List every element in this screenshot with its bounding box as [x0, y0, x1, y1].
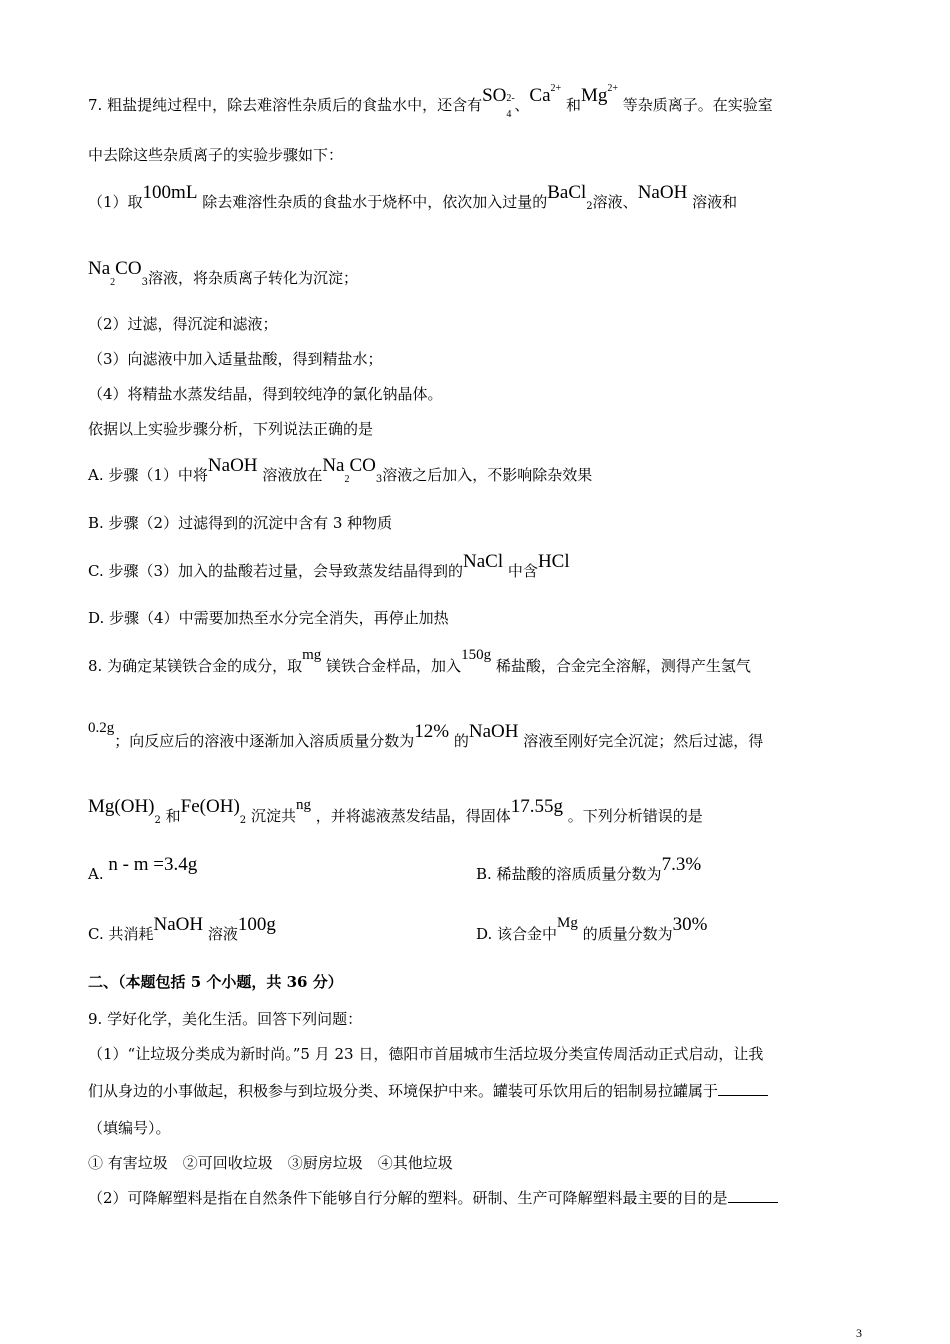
q7-step1-cont: $Na_2CO3$溶液，将杂质离子转化为沉淀； [88, 258, 358, 288]
q8-option-d: D. 该合金中Mg 的质量分数为30% [476, 914, 708, 943]
formula-so4: SO 4 2- [482, 85, 515, 120]
section-title: 二、（本题包括 5 个小题，共 36 分） [88, 973, 343, 991]
q8-option-b: B. 稀盐酸的溶质质量分数为7.3% [476, 854, 702, 883]
page-number: 3 [856, 1326, 862, 1340]
q7-step4: （4）将精盐水蒸发结晶，得到较纯净的氯化钠晶体。 [88, 385, 443, 403]
q8-line2: 0.2g；向反应后的溶液中逐渐加入溶质质量分数为12% 的NaOH 溶液至刚好完全沉淀；然后过滤，得 [88, 720, 764, 750]
q7-line2: 中去除这些杂质离子的实验步骤如下： [88, 146, 344, 164]
formula-na2co3: $Na_2CO$ [88, 258, 142, 288]
q8-line3: Mg(OH)2 和Fe(OH)2 沉淀共ng ，并将滤液蒸发结晶，得固体17.55g 。下列分析错误的是 [88, 796, 703, 826]
q7-step3: （3）向滤液中加入适量盐酸，得到精盐水； [88, 350, 383, 368]
formula-bacl2: BaCl [547, 182, 587, 203]
q9-p2-line1: （2）可降解塑料是指在自然条件下能够自行分解的塑料。研制、生产可降解塑料最主要的目的是 [88, 1188, 854, 1208]
q8-option-a: A. n - m =3.4g [88, 854, 198, 883]
answer-blank[interactable] [718, 1081, 768, 1096]
q9-choices: ① 有害垃圾 ②可回收垃圾 ③厨房垃圾 ④其他垃圾 [88, 1154, 453, 1172]
q7-step2: （2）过滤，得沉淀和滤液； [88, 315, 278, 333]
q9-p1-line2: 们从身边的小事做起，积极参与到垃圾分类、环境保护中来。罐装可乐饮用后的铝制易拉罐属于 [88, 1081, 854, 1101]
q7-question: 依据以上实验步骤分析，下列说法正确的是 [88, 420, 374, 438]
q9-p1-line3: （填编号）。 [88, 1119, 171, 1137]
q8-line1: 8. 为确定某镁铁合金的成分，取mg 镁铁合金样品，加入150g 稀盐酸，合金完全溶解，测得产生氢气 [88, 647, 751, 675]
q7-option-b: B. 步骤（2）过滤得到的沉淀中含有 3 种物质 [88, 514, 393, 532]
formula-naoh: NaOH [637, 182, 688, 203]
q7-step1: （1）取100mL 除去难溶性杂质的食盐水于烧杯中，依次加入过量的BaCl2溶液、NaOH 溶液和 [88, 182, 738, 212]
q9-line1: 9. 学好化学，美化生活。回答下列问题： [88, 1010, 363, 1028]
formula-ca: $Ca^{2+}$ [529, 83, 562, 106]
q7-option-a: A. 步骤（1）中将NaOH 溶液放在$Na_2CO3$溶液之后加入，不影响除杂效果 [88, 455, 593, 485]
q7-option-c: C. 步骤（3）加入的盐酸若过量，会导致蒸发结晶得到的NaCl 中含HCl [88, 551, 570, 580]
q8-option-c: C. 共消耗NaOH 溶液100g [88, 914, 276, 943]
formula-mg: $Mg^{2+}$ [580, 83, 618, 106]
q7-line1: 7. 粗盐提纯过程中，除去难溶性杂质后的食盐水中，还含有SO 4 2- 、$Ca^{2+}$ 和$Mg^{2+}$ 等杂质离子。在实验室 [88, 83, 773, 120]
q9-p1-line1: （1）“让垃圾分类成为新时尚。”5 月 23 日，德阳市首届城市生活垃圾分类宣传周活动正式启动，让我 [88, 1045, 764, 1063]
q7-option-d: D. 步骤（4）中需要加热至水分完全消失，再停止加热 [88, 609, 449, 627]
answer-blank[interactable] [728, 1188, 778, 1203]
